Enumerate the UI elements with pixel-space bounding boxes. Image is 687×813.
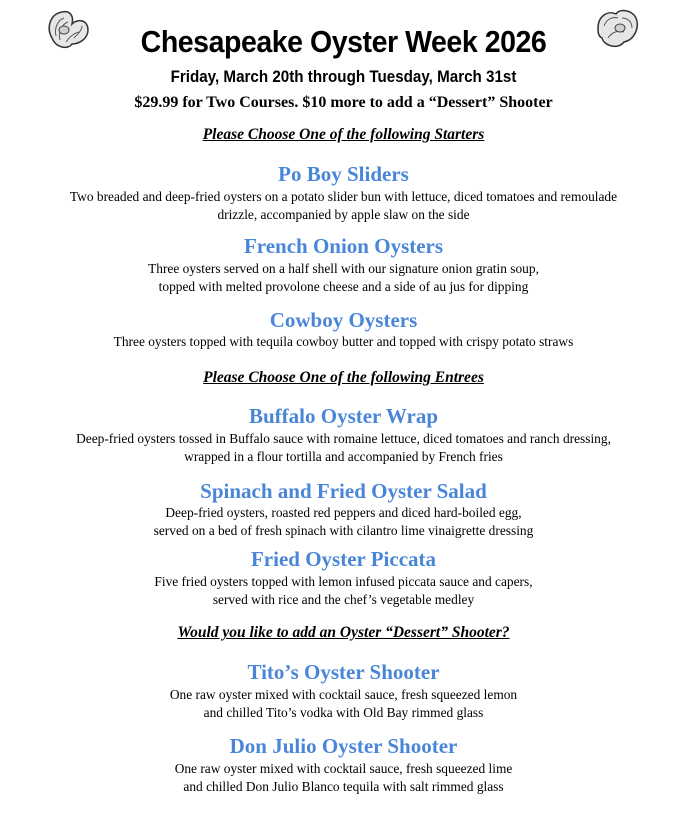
description-line: served with rice and the chef’s vegetable medley xyxy=(212,592,475,607)
description-line: One raw oyster mixed with cocktail sauce, fresh squeezed lime xyxy=(174,761,513,776)
item-name: Spinach and Fried Oyster Salad xyxy=(200,479,487,503)
item-name: Buffalo Oyster Wrap xyxy=(248,404,438,428)
starters-heading: Please Choose One of the following Starters xyxy=(202,126,485,143)
item-name: Tito’s Oyster Shooter xyxy=(247,660,440,684)
item-description xyxy=(0,686,687,722)
entrees-heading: Please Choose One of the following Entrees xyxy=(203,369,484,386)
page-title: Chesapeake Oyster Week 2026 xyxy=(140,24,547,59)
item-description xyxy=(0,573,687,609)
description-line: drizzle, accompanied by apple slaw on the side xyxy=(217,207,470,222)
item-description xyxy=(0,188,687,224)
item-description xyxy=(0,504,687,540)
price-line: $29.99 for Two Courses. $10 more to add a “Dessert” Shooter xyxy=(134,94,553,111)
description-line: Deep-fried oysters tossed in Buffalo sauce with romaine lettuce, diced tomatoes and ranch dressing, xyxy=(76,431,611,446)
item-description xyxy=(0,260,687,296)
description-line: Deep-fried oysters, roasted red peppers and diced hard-boiled egg, xyxy=(165,505,522,520)
description-line: and chilled Tito’s vodka with Old Bay rimmed glass xyxy=(203,705,484,720)
description-line: Two breaded and deep-fried oysters on a potato slider bun with lettuce, diced tomatoes and remoulade xyxy=(69,189,618,204)
description-line: and chilled Don Julio Blanco tequila with salt rimmed glass xyxy=(183,779,504,794)
event-dates: Friday, March 20th through Tuesday, March 31st xyxy=(170,68,517,86)
description-line: served on a bed of fresh spinach with cilantro lime vinaigrette dressing xyxy=(153,523,534,538)
shooters-heading: Would you like to add an Oyster “Dessert” Shooter? xyxy=(177,624,510,641)
item-description xyxy=(0,333,687,351)
description-line: topped with melted provolone cheese and a side of au jus for dipping xyxy=(158,279,529,294)
description-line: Five fried oysters topped with lemon infused piccata sauce and capers, xyxy=(154,574,533,589)
item-name: Don Julio Oyster Shooter xyxy=(229,734,458,758)
item-name: Cowboy Oysters xyxy=(269,308,418,332)
item-name: Po Boy Sliders xyxy=(278,162,409,186)
item-description xyxy=(0,430,687,466)
description-line: wrapped in a flour tortilla and accompanied by French fries xyxy=(184,449,503,464)
description-line: Three oysters topped with tequila cowboy butter and topped with crispy potato straws xyxy=(113,334,574,349)
item-description xyxy=(0,760,687,796)
description-line: Three oysters served on a half shell with our signature onion gratin soup, xyxy=(148,261,539,276)
item-name: French Onion Oysters xyxy=(243,234,444,258)
description-line: One raw oyster mixed with cocktail sauce, fresh squeezed lemon xyxy=(169,687,518,702)
item-name: Fried Oyster Piccata xyxy=(250,547,437,571)
